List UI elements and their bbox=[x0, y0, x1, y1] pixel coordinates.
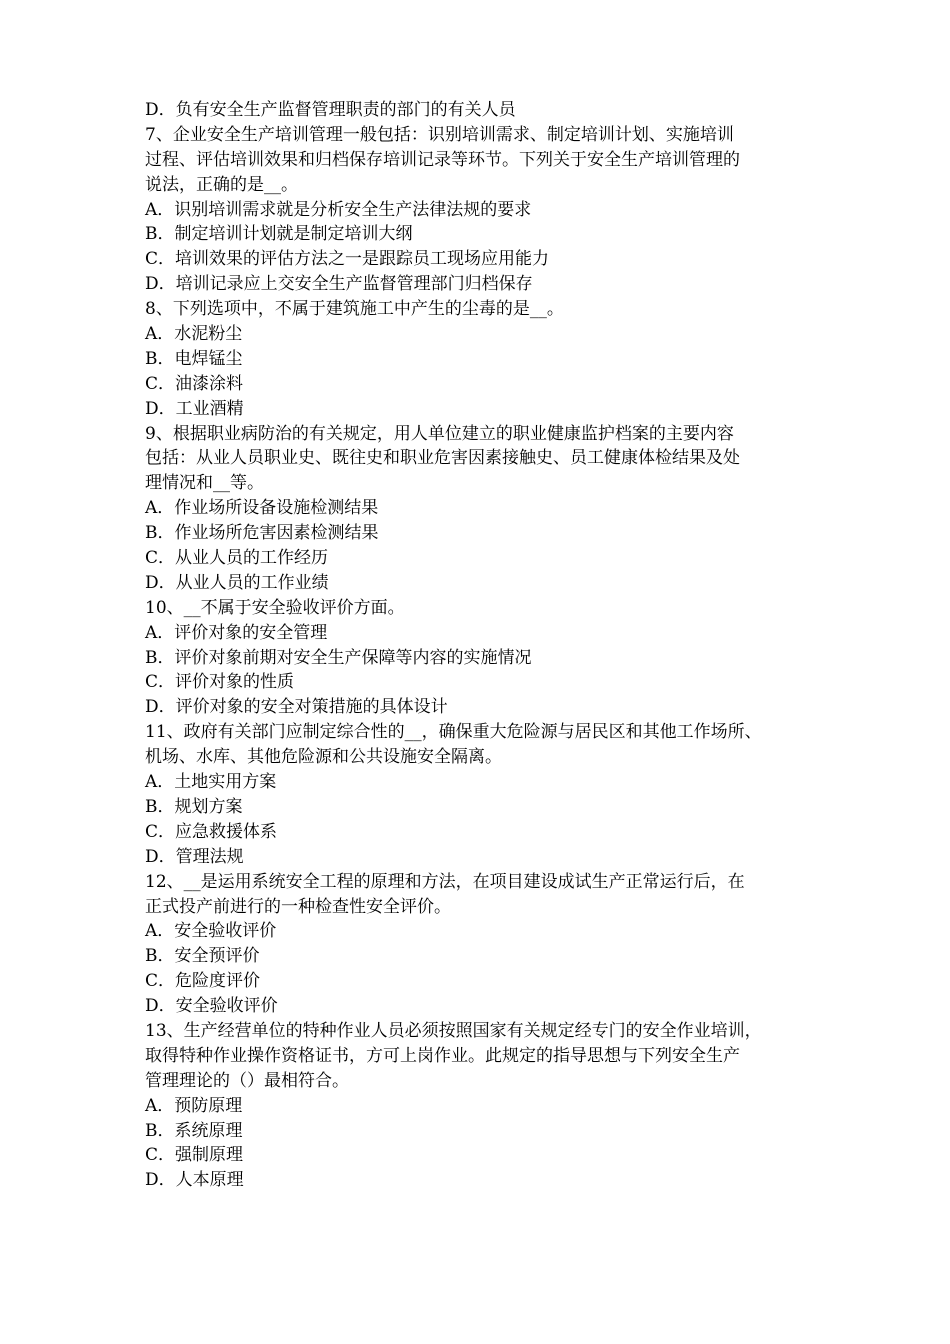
option-d: D．管理法规 bbox=[145, 846, 244, 867]
document-body bbox=[145, 98, 815, 1193]
option-a: A．识别培训需求就是分析安全生产法律法规的要求 bbox=[145, 199, 532, 220]
question-stem-line: 机场、水库、其他危险源和公共设施安全隔离。 bbox=[145, 747, 502, 768]
question-stem-line: 管理理论的（）最相符合。 bbox=[145, 1070, 349, 1091]
question-stem-line: 11、政府有关部门应制定综合性的__，确保重大危险源与居民区和其他工作场所、 bbox=[145, 722, 762, 743]
option-c: C．危险度评价 bbox=[145, 971, 261, 992]
option-b: B．规划方案 bbox=[145, 796, 243, 817]
option-b: B．电焊锰尘 bbox=[145, 348, 243, 369]
option-c: C．油漆涂料 bbox=[145, 373, 244, 394]
question-stem-line: 过程、评估培训效果和归档保存培训记录等环节。下列关于安全生产培训管理的 bbox=[145, 149, 740, 170]
option-b: B．制定培训计划就是制定培训大纲 bbox=[145, 224, 413, 245]
question-stem-line: 8、下列选项中，不属于建筑施工中产生的尘毒的是__。 bbox=[145, 299, 564, 320]
question-8 bbox=[145, 297, 815, 421]
option-b: B．评价对象前期对安全生产保障等内容的实施情况 bbox=[145, 647, 532, 668]
option-c: C．评价对象的性质 bbox=[145, 672, 295, 693]
option-d: D．从业人员的工作业绩 bbox=[145, 572, 329, 593]
question-12 bbox=[145, 870, 815, 1019]
question-10 bbox=[145, 596, 815, 720]
option-d: D．工业酒精 bbox=[145, 398, 244, 419]
option-c: C．培训效果的评估方法之一是跟踪员工现场应用能力 bbox=[145, 249, 550, 270]
option-d: D．培训记录应上交安全生产监督管理部门归档保存 bbox=[145, 274, 533, 295]
option-a: A．安全验收评价 bbox=[145, 921, 277, 942]
option-c: C．应急救援体系 bbox=[145, 821, 278, 842]
question-stem-line: 包括：从业人员职业史、既往史和职业危害因素接触史、员工健康体检结果及处 bbox=[145, 448, 740, 469]
question-11 bbox=[145, 720, 815, 869]
option-d: D．安全验收评价 bbox=[145, 996, 278, 1017]
question-stem-line: 7、企业安全生产培训管理一般包括：识别培训需求、制定培训计划、实施培训 bbox=[145, 124, 734, 145]
question-13 bbox=[145, 1019, 815, 1193]
question-stem-line: 9、根据职业病防治的有关规定，用人单位建立的职业健康监护档案的主要内容 bbox=[145, 423, 734, 444]
question-stem-line: 13、生产经营单位的特种作业人员必须按照国家有关规定经专门的安全作业培训， bbox=[145, 1020, 762, 1041]
option-a: A．作业场所设备设施检测结果 bbox=[145, 498, 379, 519]
question-stem-line: 理情况和__等。 bbox=[145, 473, 264, 494]
option-a: A．水泥粉尘 bbox=[145, 324, 243, 345]
option-b: B．作业场所危害因素检测结果 bbox=[145, 523, 379, 544]
option-c: C．强制原理 bbox=[145, 1145, 244, 1166]
question-stem-line: 正式投产前进行的一种检查性安全评价。 bbox=[145, 896, 451, 917]
question-stem-line: 说法，正确的是__。 bbox=[145, 174, 298, 195]
question-9 bbox=[145, 422, 815, 596]
question-stem-line: 10、__不属于安全验收评价方面。 bbox=[145, 597, 405, 618]
option-d: D．评价对象的安全对策措施的具体设计 bbox=[145, 697, 448, 718]
option-a: A．土地实用方案 bbox=[145, 772, 277, 793]
option-b: B．安全预评价 bbox=[145, 946, 260, 967]
option-a: A．评价对象的安全管理 bbox=[145, 622, 328, 643]
option-a: A．预防原理 bbox=[145, 1095, 243, 1116]
prev-question-option-d: D．负有安全生产监督管理职责的部门的有关人员 bbox=[145, 100, 516, 120]
option-b: B．系统原理 bbox=[145, 1120, 243, 1141]
question-stem-line: 12、__是运用系统安全工程的原理和方法，在项目建设成试生产正常运行后，在 bbox=[145, 871, 745, 892]
question-stem-line: 取得特种作业操作资格证书，方可上岗作业。此规定的指导思想与下列安全生产 bbox=[145, 1045, 740, 1066]
option-c: C．从业人员的工作经历 bbox=[145, 548, 329, 569]
question-7 bbox=[145, 123, 815, 297]
option-d: D．人本原理 bbox=[145, 1170, 244, 1191]
